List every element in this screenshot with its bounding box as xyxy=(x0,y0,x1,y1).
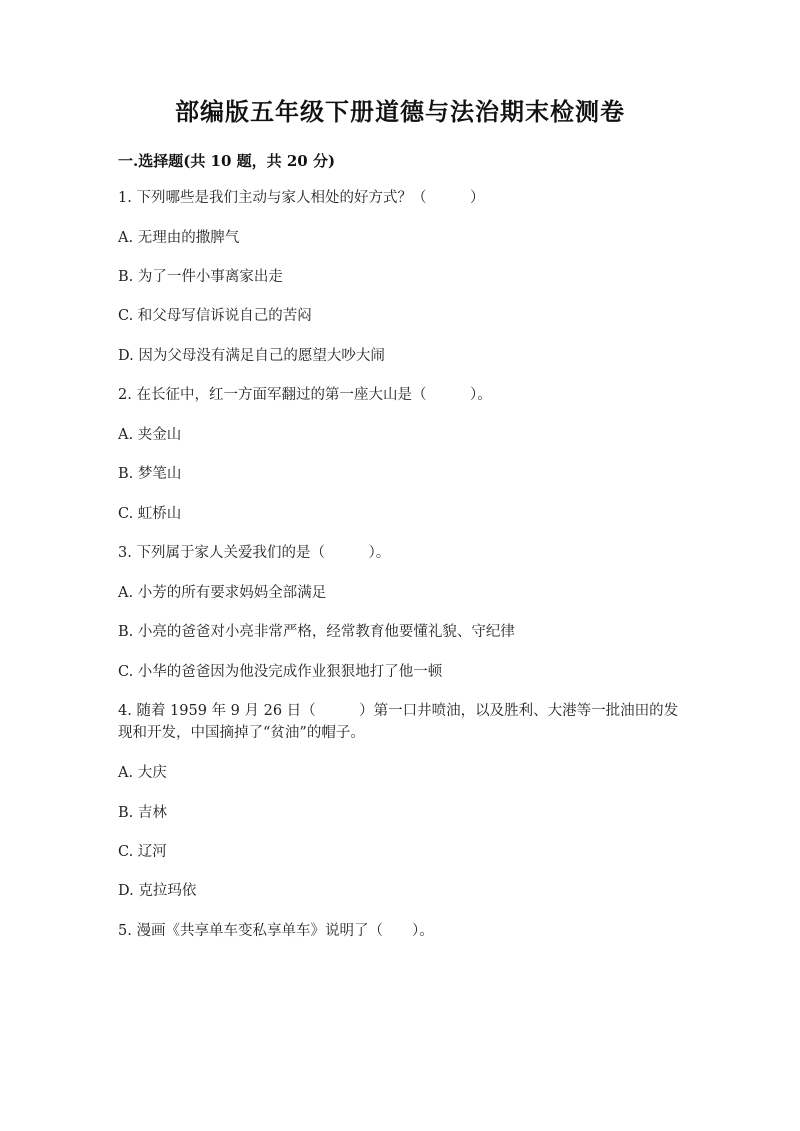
question-2-option-c: C. 虹桥山 xyxy=(118,506,182,522)
question-5-stem: 5. 漫画《共享单车变私享单车》说明了（ ）。 xyxy=(118,923,434,939)
question-4-stem: 4. 随着 1959 年 9 月 26 日（ ）第一口井喷油，以及胜利、大港等一批油田的发现和开发，中国摘掉了“贫油”的帽子。 xyxy=(118,703,679,741)
question-4-option-b: B. 吉林 xyxy=(118,805,167,821)
question-1-option-c: C. 和父母写信诉说自己的苦闷 xyxy=(118,308,312,324)
question-4-option-d: D. 克拉玛依 xyxy=(118,883,197,899)
question-1-option-d: D. 因为父母没有满足自己的愿望大吵大闹 xyxy=(118,348,385,364)
question-3-option-c: C. 小华的爸爸因为他没完成作业狠狠地打了他一顿 xyxy=(118,664,443,680)
question-2-option-b: B. 梦笔山 xyxy=(118,466,182,482)
question-3-option-a: A. 小芳的所有要求妈妈全部满足 xyxy=(118,585,327,601)
section-header: 一.选择题(共 10 题，共 20 分) xyxy=(118,152,336,170)
question-4-option-c: C. 辽河 xyxy=(118,844,167,860)
question-1-option-b: B. 为了一件小事离家出走 xyxy=(118,269,283,285)
page-title: 部编版五年级下册道德与法治期末检测卷 xyxy=(175,97,625,126)
question-2-stem: 2. 在长征中，红一方面军翻过的第一座大山是（ ）。 xyxy=(118,387,492,403)
question-3-stem: 3. 下列属于家人关爱我们的是（ ）。 xyxy=(118,545,391,561)
question-3-option-b: B. 小亮的爸爸对小亮非常严格，经常教育他要懂礼貌、守纪律 xyxy=(118,624,515,640)
question-2-option-a: A. 夹金山 xyxy=(118,427,182,443)
question-4-option-a: A. 大庆 xyxy=(118,765,167,781)
question-1-option-a: A. 无理由的撒脾气 xyxy=(118,230,240,246)
question-1-stem: 1. 下列哪些是我们主动与家人相处的好方式？（ ） xyxy=(118,190,485,206)
